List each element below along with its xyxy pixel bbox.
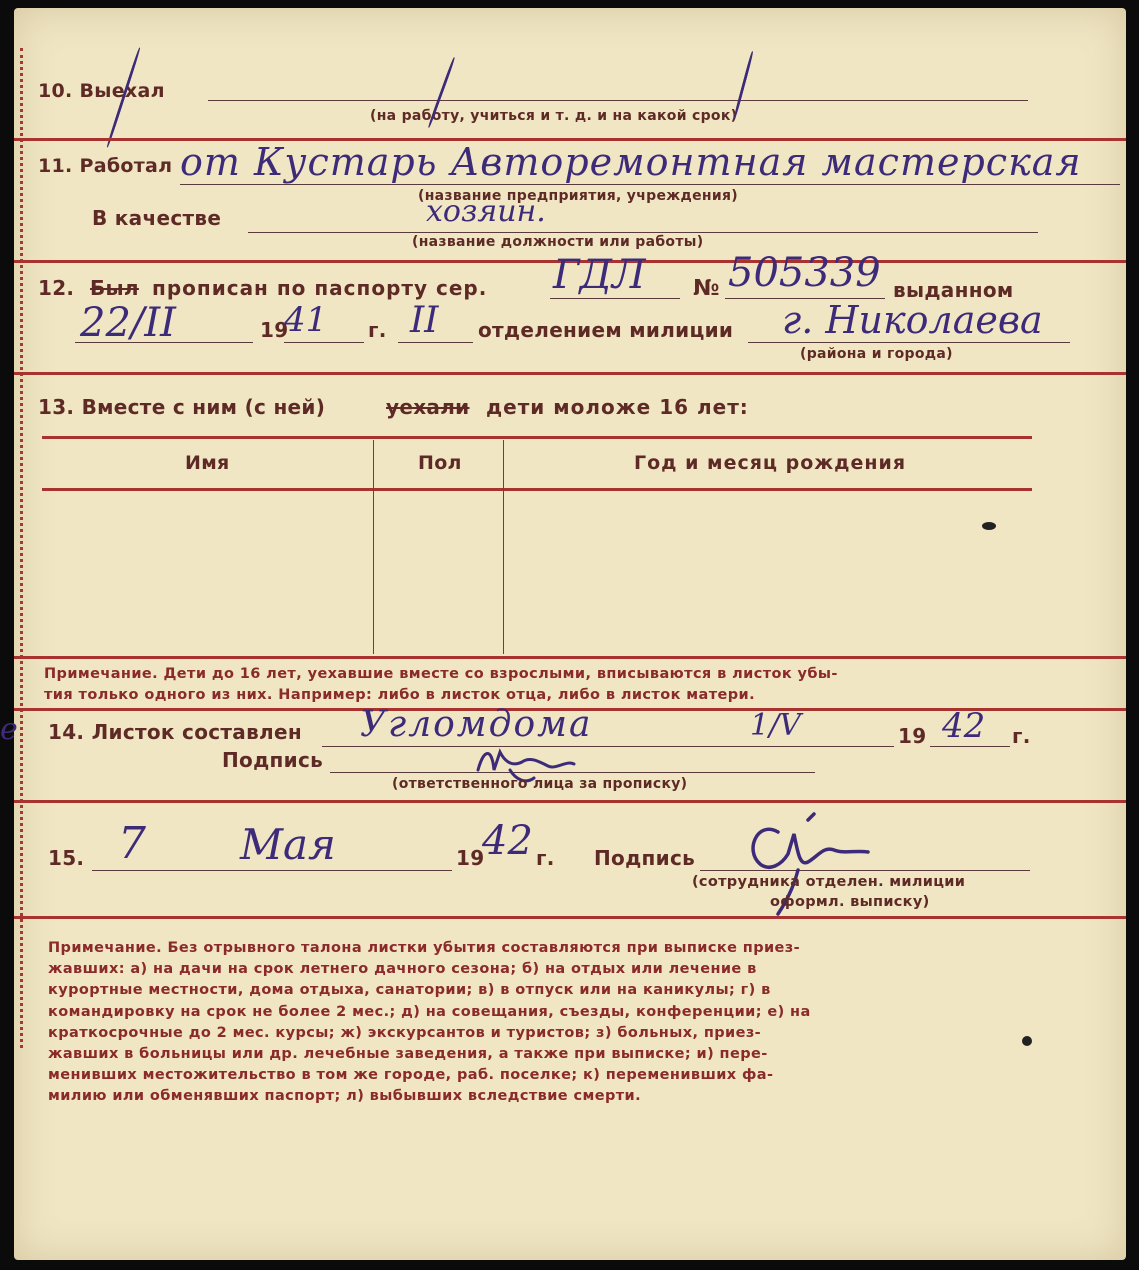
footnote-line: Примечание. Без отрывного талона листки убытия составляются при выписке приез- xyxy=(48,940,801,956)
item-12-dept-label: отделением милиции xyxy=(478,318,734,342)
item-11-role-value: хозяин. xyxy=(426,194,546,229)
table-top-rule xyxy=(42,436,1032,439)
item-15-date-line xyxy=(92,870,452,871)
item-12-g: г. xyxy=(368,318,387,342)
footnote-line: командировку на срок не более 2 мес.; д) на совещания, съезды, конференции; е) на xyxy=(48,1003,811,1020)
item-15-caption-2: оформл. выписку) xyxy=(770,894,930,910)
item-12-date-line xyxy=(75,342,253,343)
item-14-date: 1/V xyxy=(750,708,801,743)
footnote-line: жавших: а) на дачи на срок летнего дачного сезона; б) на отдых или лечение в xyxy=(48,961,757,978)
item-11-role-label: В качестве xyxy=(92,206,222,230)
item-15-label: 15. xyxy=(48,846,85,870)
item-14-line xyxy=(322,746,894,747)
item-12-year-line xyxy=(284,342,364,343)
item-12-dept: II xyxy=(410,300,439,341)
item-11-value: от Кустарь Авторемонтная мастерская xyxy=(180,140,1082,184)
item-10-line xyxy=(208,100,1028,101)
footnote-line: краткосрочные до 2 мес. курсы; ж) экскурсантов и туристов; з) больных, приез- xyxy=(48,1024,762,1041)
item-14-g: г. xyxy=(1012,724,1031,748)
item-14-value: Угломдома xyxy=(360,704,593,745)
item-14-year-prefix: 19 xyxy=(898,724,927,748)
item-15-month: Мая xyxy=(240,820,336,869)
table-col-divider xyxy=(503,440,504,654)
item-12-city: г. Николаева xyxy=(782,298,1043,342)
section-rule xyxy=(14,656,1126,659)
item-12-day-month: 22/II xyxy=(80,300,176,346)
item-12-series: ГДЛ xyxy=(553,252,646,298)
item-10-caption: (на работу, учиться и т. д. и на какой срок) xyxy=(370,108,738,124)
item-15-sign-label: Подпись xyxy=(594,846,696,870)
item-12-struck: Был xyxy=(90,276,139,300)
perforation-edge xyxy=(20,48,23,1048)
item-14-label: 14. Листок составлен xyxy=(48,720,302,744)
col-header-birth: Год и месяц рождения xyxy=(634,452,907,474)
section-rule xyxy=(14,800,1126,803)
item-12-year-prefix: 19 xyxy=(260,318,289,342)
ink-spot xyxy=(1022,1036,1032,1046)
footnote-line: курортные местности, дома отдыха, санатории; в) в отпуск или на каникулы; г) в xyxy=(48,982,771,999)
edge-handwriting: е xyxy=(0,712,18,747)
item-12-year-suffix: 41 xyxy=(284,300,328,340)
item-13-label-a: 13. Вместе с ним (с ней) xyxy=(38,395,326,419)
ink-spot xyxy=(982,522,996,530)
item-15-caption-1: (сотрудника отделен. милиции xyxy=(692,874,966,890)
note-line: Примечание. Дети до 16 лет, уехавшие вместе со взрослыми, вписываются в листок убы- xyxy=(44,666,838,682)
footnote xyxy=(48,938,811,1108)
item-11-label: 11. Работал xyxy=(38,155,173,177)
table-header-rule xyxy=(42,488,1032,491)
table-col-divider xyxy=(373,440,374,654)
item-14-sign-caption: (ответственного лица за прописку) xyxy=(392,776,688,792)
item-12-dept-line xyxy=(398,342,473,343)
item-11-role-caption: (название должности или работы) xyxy=(412,234,704,250)
item-13-struck: уехали xyxy=(386,395,470,419)
item-13-label-b: дети моложе 16 лет: xyxy=(486,395,749,419)
item-15-g: г. xyxy=(536,846,555,870)
item-12-series-line xyxy=(550,298,680,299)
footnote-line: менивших местожительство в том же городе, раб. поселке; к) переменивших фа- xyxy=(48,1067,774,1084)
item-14-sign-label: Подпись xyxy=(222,748,324,772)
section-rule xyxy=(14,916,1126,919)
item-11-role-line xyxy=(248,232,1038,233)
item-15-day: 7 xyxy=(118,818,146,869)
item-14-year-suffix: 42 xyxy=(942,706,986,746)
note-line: тия только одного из них. Например: либо в листок отца, либо в листок матери. xyxy=(44,687,755,703)
item-12-number-label: № xyxy=(693,276,720,301)
footnote-line: жавших в больницы или др. лечебные заведения, а также при выписке; и) пере- xyxy=(48,1046,768,1063)
item-12-city-line xyxy=(748,342,1070,343)
item-11-caption: (название предприятия, учреждения) xyxy=(418,188,738,204)
col-header-name: Имя xyxy=(185,452,230,474)
item-14-year-line xyxy=(930,746,1010,747)
item-15-year-suffix: 42 xyxy=(482,818,533,864)
item-12-city-caption: (района и города) xyxy=(800,346,953,362)
item-13-note xyxy=(44,664,838,706)
item-11-line xyxy=(180,184,1120,185)
item-12-label: прописан по паспорту сер. xyxy=(152,276,488,300)
section-rule xyxy=(14,372,1126,375)
item-12-num: 12. xyxy=(38,276,75,300)
item-12-issued: выданном xyxy=(893,278,1014,302)
item-15-year-prefix: 19 xyxy=(456,846,485,870)
footnote-line: милию или обменявших паспорт; л) выбывших вследствие смерти. xyxy=(48,1088,642,1105)
col-header-sex: Пол xyxy=(418,452,462,474)
item-10-label: 10. Выехал xyxy=(38,80,165,102)
item-12-number: 505339 xyxy=(728,250,881,296)
